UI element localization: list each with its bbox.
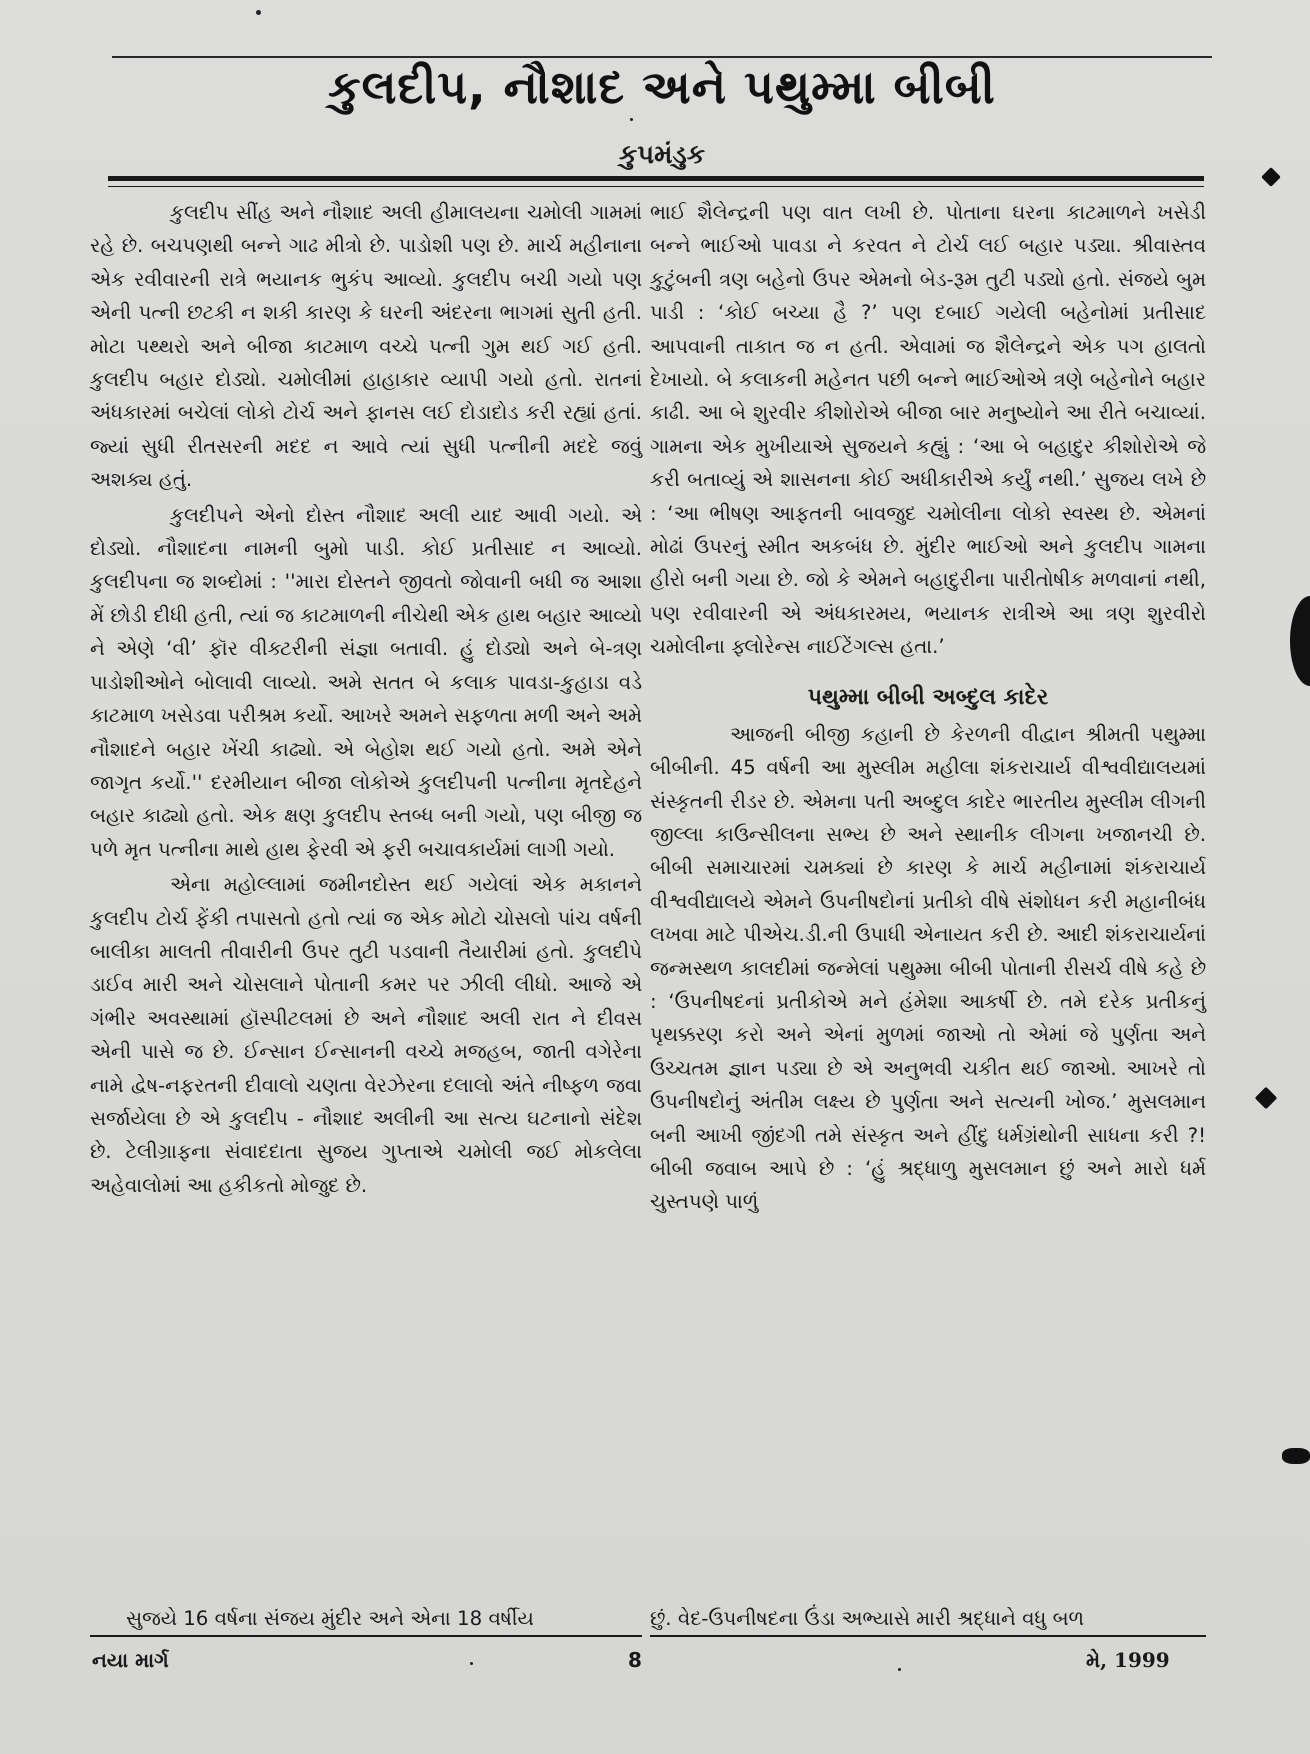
print-speck xyxy=(256,10,261,15)
print-speck xyxy=(898,1668,901,1671)
subheading: પથુમ્મા બીબી અબ્દુલ કાદેર xyxy=(807,684,1049,710)
left-column xyxy=(90,196,642,1202)
article-title: કુલદીપ, નૌશાદ અને પથુમ્મા બીબી xyxy=(328,60,996,114)
print-speck xyxy=(470,1662,473,1665)
paragraph: આજની બીજી કહાની છે કેરળની વીદ્વાન શ્રીમતી પથુમ્મા બીબીની. 45 વર્ષની આ મુસ્લીમ મહીલા શંકરાચાર્ય વીશ્વવીદ્યાલયમાં સંસ્કૃતની રીડર છે. એમના પતી અબ્દુલ કાદેર ભારતીય મુસ્લીમ લીગની જીલ્લા કાઉન્સીલના સભ્ય છે અને સ્થાનીક લીગના ખજાનચી છે. બીબી સમાચારમાં ચમક્યાં છે કારણ કે માર્ચ મહીનામાં શંકરાચાર્ય વીશ્વવીદ્યાલયે એમને ઉપનીષદોનાં પ્રતીકો વીષે સંશોધન કરી મહાનીબંધ લખવા માટે પીએચ.ડી.ની ઉપાધી એનાયત કરી છે. આદી શંકરાચાર્યનાં જન્મસ્થળ કાલદીમાં જન્મેલાં પથુમ્મા બીબી પોતાની રીસર્ચ વીષે કહે છે : ‘ઉપનીષદનાં પ્રતીકોએ મને હંમેશા આકર્ષી છે. તમે દરેક પ્રતીકનું પૃથક્કરણ કરો અને એનાં મુળમાં જાઓ તો એમાં જે પુર્ણતા અને ઉચ્ચતમ જ્ઞાન પડ્યા છે એ અનુભવી ચકીત થઈ જાઓ. આખરે તો ઉપનીષદોનું અંતીમ લક્ષ્ય છે પુર્ણતા અને સત્યની ખોજ.’ મુસલમાન બની આખી જીંદગી તમે સંસ્કૃત અને હીંદુ ધર્મગ્રંથોની સાધના કરી ?! બીબી જવાબ આપે છે : ‘હું શ્રદ્ધાળુ મુસલમાન છું અને મારો ધર્મ ચુસ્તપણે પાળું xyxy=(650,722,1206,1214)
header-rule-thick xyxy=(108,176,1204,181)
magazine-name: નયા માર્ગ xyxy=(92,1648,169,1672)
page-tear-mark xyxy=(1282,1448,1310,1464)
page-hole-mark xyxy=(1290,596,1310,686)
paragraph: ભાઈ શૈલેન્દ્રની પણ વાત લખી છે. પોતાના ઘરના કાટમાળને ખસેડી બન્ને ભાઈઓ પાવડા ને કરવત ને ટોર્ચ લઈ બહાર પડ્યા. શ્રીવાસ્તવ કુટુંબની ત્રણ બહેનો ઉપર એમનો બેડ-રૂમ તુટી પડ્યો હતો. સંજયે બુમ પાડી : ‘કોઈ બચ્યા હૈ ?’ પણ દબાઈ ગયેલી બહેનોમાં પ્રતીસાદ આપવાની તાકાત જ ન હતી. એવામાં જ શૈલેન્દ્રને એક પગ હાલતો દેખાયો. બે કલાકની મહેનત પછી બન્ને ભાઈઓએ ત્રણે બહેનોને બહાર કાઢી. આ બે શુરવીર કીશોરોએ બીજા બાર મનુષ્યોને આ રીતે બચાવ્યાં. ગામના એક મુખીયાએ સુજયને કહ્યું : ‘આ બે બહાદુર કીશોરોએ જે કરી બતાવ્યું એ શાસનના કોઈ અધીકારીએ કર્યું નથી.’ સુજય લખે છે : ‘આ ભીષણ આફતની બાવજુદ ચમોલીના લોકો સ્વસ્થ છે. એમનાં મોઢાં ઉપરનું સ્મીત અકબંધ છે. મુંદીર ભાઈઓ અને કુલદીપ ગામના હીરો બની ગયા છે. જો કે એમને બહાદુરીના પારીતોષીક મળવાનાં નથી, પણ રવીવારની એ અંધકારમય, ભયાનક રાત્રીએ આ ત્રણ શુરવીરો ચમોલીના ફ્લોરેન્સ નાઈટેંગલ્સ હતા.’ xyxy=(650,201,1206,659)
print-speck xyxy=(630,118,633,121)
header-rule-thin xyxy=(108,186,1204,187)
paragraph: કુલદીપને એનો દોસ્ત નૌશાદ અલી યાદ આવી ગયો. એ દોડ્યો. નૌશાદના નામની બુમો પાડી. કોઈ પ્રતીસાદ ન આવ્યો. કુલદીપના જ શબ્દોમાં : ''મારા દોસ્તને જીવતો જોવાની બધી જ આશા મેં છોડી દીધી હતી, ત્યાં જ કાટમાળની નીચેથી એક હાથ બહાર આવ્યો ને એણે ‘વી’ ફૉર વીક્ટરીની સંજ્ઞા બતાવી. હું દોડ્યો અને બે-ત્રણ પાડોશીઓને બોલાવી લાવ્યો. અમે સતત બે કલાક પાવડા-કુહાડા વડે કાટમાળ ખસેડવા પરીશ્રમ કર્યો. આખરે અમને સફળતા મળી અને અમે નૌશાદને બહાર ખેંચી કાઢ્યો. એ બેહોશ થઈ ગયો હતો. અમે એને જાગૃત કર્યો.'' દરમીયાન બીજા લોકોએ કુલદીપની પત્નીના મૃતદેહને બહાર કાઢ્યો હતો. એક ક્ષણ કુલદીપ સ્તબ્ધ બની ગયો, પણ બીજી જ પળે મૃત પત્નીના માથે હાથ ફેરવી એ ફરી બચાવકાર્યમાં લાગી ગયો. xyxy=(90,503,642,861)
right-column xyxy=(650,196,1206,1219)
paragraph: કુલદીપ સીંહ અને નૌશાદ અલી હીમાલયના ચમોલી ગામમાં રહે છે. બચપણથી બન્ને ગાઢ મીત્રો છે. પાડોશી પણ છે. માર્ચ મહીનાના એક રવીવારની રાત્રે ભયાનક ભુકંપ આવ્યો. કુલદીપ બચી ગયો પણ એની પત્ની છટકી ન શકી કારણ કે ઘરની અંદરના ભાગમાં સુતી હતી. મોટા પથ્થરો અને બીજા કાટમાળ વચ્ચે પત્ની ગુમ થઈ ગઈ હતી. કુલદીપ બહાર દોડ્યો. ચમોલીમાં હાહાકાર વ્યાપી ગયો હતો. રાતનાં અંધકારમાં બચેલાં લોકો ટોર્ચ અને ફાનસ લઈ દોડાદોડ કરી રહ્યાં હતાં. જ્યાં સુધી રીતસરની મદદ ન આવે ત્યાં સુધી પત્નીની મદદે જવું અશક્ય હતું. xyxy=(90,201,642,492)
right-last-line: છું. વેદ-ઉપનીષદના ઉંડા અભ્યાસે મારી શ્રદ્ધાને વધુ બળ xyxy=(650,1602,1206,1637)
paragraph: એના મહોલ્લામાં જમીનદોસ્ત થઈ ગયેલાં એક મકાનને કુલદીપ ટોર્ચ ફેંકી તપાસતો હતો ત્યાં જ એક મોટો ચોસલો પાંચ વર્ષની બાલીકા માલતી તીવારીની ઉપર તુટી પડવાની તૈયારીમાં હતો. કુલદીપે ડાઈવ મારી અને ચોસલાને પોતાની કમર પર ઝીલી લીધો. આજે એ ગંભીર અવસ્થામાં હૉસ્પીટલમાં છે અને નૌશાદ અલી રાત ને દીવસ એની પાસે જ છે. ઈન્સાન ઈન્સાનની વચ્ચે મજહબ, જાતી વગેરેના નામે દ્વેષ-નફરતની દીવાલો ચણતા વેરઝેરના દલાલો અંતે નીષ્ફળ જવા સર્જાયેલા છે એ કુલદીપ - નૌશાદ અલીની આ સત્ય ઘટનાનો સંદેશ છે. ટેલીગ્રાફના સંવાદદાતા સુજય ગુપ્તાએ ચમોલી જઈ મોકલેલા અહેવાલોમાં આ હકીકતો મોજુદ છે. xyxy=(90,873,642,1197)
left-last-line: સુજયે 16 વર્ષના સંજય મુંદીર અને એના 18 વર્ષીય xyxy=(90,1602,642,1637)
page-number: 8 xyxy=(628,1648,642,1672)
page-tear-mark xyxy=(1261,167,1281,187)
issue-date: મે, 1999 xyxy=(1086,1648,1170,1672)
article-author: કુપમંડુક xyxy=(618,140,706,170)
page-tear-mark xyxy=(1255,1087,1278,1110)
top-rule xyxy=(112,56,1212,58)
